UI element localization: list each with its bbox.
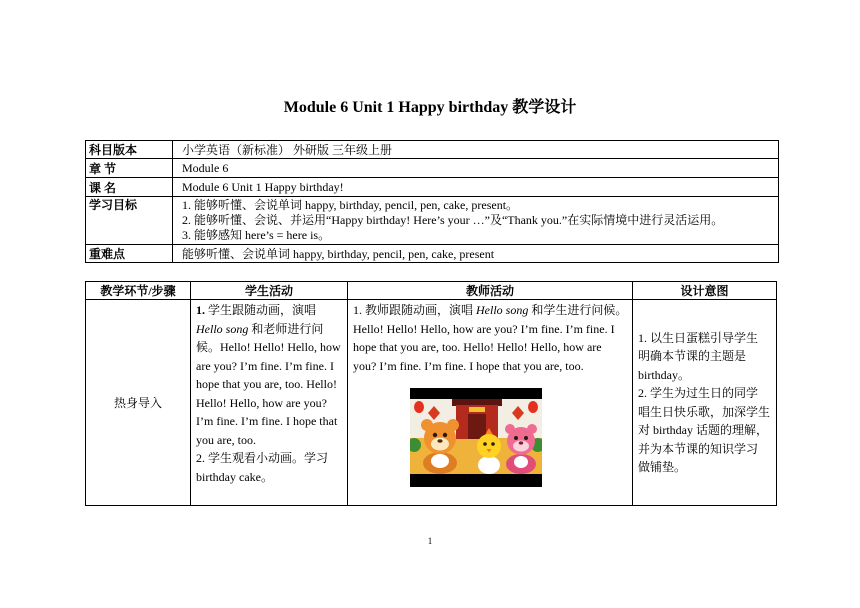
right-red-lantern	[528, 401, 538, 413]
bear-right-eye	[443, 433, 447, 437]
line-text: 和老师进行问	[248, 321, 324, 336]
gate-door	[468, 414, 486, 439]
student-activity-line: you are, too.	[196, 432, 256, 447]
info-label-key-points: 重难点	[86, 245, 173, 263]
design-intent-line: 并为本节课的知识学习	[638, 441, 759, 456]
chick-head	[477, 434, 501, 458]
student-activity-line: hope that you are, too. Hello!	[196, 377, 337, 391]
info-value-chapter: Module 6	[173, 159, 779, 178]
info-value-subject-version: 小学英语（新标准） 外研版 三年级上册	[173, 141, 779, 159]
pink-bear-nose	[519, 441, 523, 444]
pink-bear-right-eye	[524, 436, 528, 440]
teacher-activity-cell	[348, 300, 633, 506]
line-text: 学生跟随动画，演唱	[205, 303, 317, 317]
student-activity-line: are you? I’m fine. I’m fine. I	[196, 358, 334, 373]
header-student-activity: 学生活动	[191, 282, 348, 300]
design-intent-line: 1. 以生日蛋糕引导学生	[638, 330, 759, 345]
design-intent-line: 唱生日快乐歌，加深学生	[638, 404, 771, 419]
student-activity-line: I’m fine. I’m fine. I hope that	[196, 414, 338, 428]
info-value-learning-objectives	[173, 197, 779, 245]
header-teaching-stage: 教学环节/步骤	[86, 282, 191, 300]
left-red-lantern	[414, 401, 424, 413]
pink-bear-left-eye	[514, 436, 518, 440]
teacher-activity-line	[353, 301, 632, 320]
stage-cell: 热身导入	[86, 300, 191, 506]
bear-left-eye	[433, 433, 437, 437]
pink-bear-character	[505, 424, 537, 474]
student-activity-line: Hello! Hello, how are you?	[196, 395, 327, 410]
objective-item: 1. 能够听懂、会说单词 happy, birthday, pencil, pen, cake, present。	[182, 198, 519, 212]
design-intent-line: 2. 学生为过生日的同学	[638, 386, 759, 400]
design-intent-line: birthday。	[638, 367, 690, 382]
header-design-intent: 设计意图	[633, 282, 777, 300]
bear-bib	[431, 454, 449, 468]
cartoon-animation-still	[410, 388, 542, 487]
course-info-table	[85, 140, 779, 263]
info-label-learning-objectives: 学习目标	[86, 197, 173, 245]
teacher-activity-line: Hello! Hello! Hello, how are you? I’m fine. I’m fine. I	[353, 321, 615, 336]
student-activity-line	[196, 301, 347, 320]
info-label-lesson-name: 课 名	[86, 178, 173, 197]
student-activity-cell	[191, 300, 348, 506]
item-number: 1.	[196, 303, 205, 317]
top-letterbox	[410, 388, 542, 399]
design-intent-cell	[633, 300, 777, 506]
design-intent-line: 做铺垫。	[638, 460, 687, 474]
line-text: 1. 教师跟随动画，演唱	[353, 303, 477, 317]
teacher-activity-line: you? I’m fine. I’m fine. I hope that you are, too.	[353, 358, 584, 373]
info-value-key-points: 能够听懂、会说单词 happy, birthday, pencil, pen, cake, present	[173, 245, 779, 263]
lesson-plan-table	[85, 281, 777, 506]
info-value-lesson-name: Module 6 Unit 1 Happy birthday!	[173, 178, 779, 197]
info-label-chapter: 章 节	[86, 159, 173, 178]
document-title: Module 6 Unit 1 Happy birthday 教学设计	[283, 99, 577, 116]
song-title: Hello song	[476, 303, 529, 317]
line-text: 和学生进行问候。	[528, 303, 628, 317]
page-number: 1	[427, 536, 433, 546]
objective-item: 2. 能够听懂、会说、并运用“Happy birthday! Here’s your …”及“Thank you.”在实际情境中进行灵活运用。	[182, 213, 724, 227]
student-activity-line: birthday cake。	[196, 469, 273, 484]
bottom-letterbox	[410, 474, 542, 487]
bear-nose	[437, 439, 442, 443]
design-intent-line: 明确本节课的主题是	[638, 349, 747, 363]
orange-bear-character	[421, 419, 459, 474]
design-intent-line: 对 birthday 话题的理解，	[638, 423, 768, 437]
pink-bear-bib	[514, 456, 528, 468]
gate-roof	[452, 399, 502, 406]
student-activity-line: 2. 学生观看小动画。学习	[196, 451, 329, 465]
student-activity-line	[196, 320, 347, 339]
song-title: Hello song	[196, 321, 249, 336]
chick-body	[478, 456, 500, 474]
student-activity-line: 候。Hello! Hello! Hello, how	[196, 340, 341, 354]
info-label-subject-version: 科目版本	[86, 141, 173, 159]
chick-right-eye	[491, 442, 495, 446]
objective-item: 3. 能够感知 here’s = here is。	[182, 228, 331, 242]
teacher-activity-line: hope that you are, too. Hello! Hello! Hello, how are	[353, 340, 602, 354]
chick-left-eye	[483, 442, 487, 446]
gate-plaque	[469, 407, 485, 412]
header-teacher-activity: 教师活动	[348, 282, 633, 300]
